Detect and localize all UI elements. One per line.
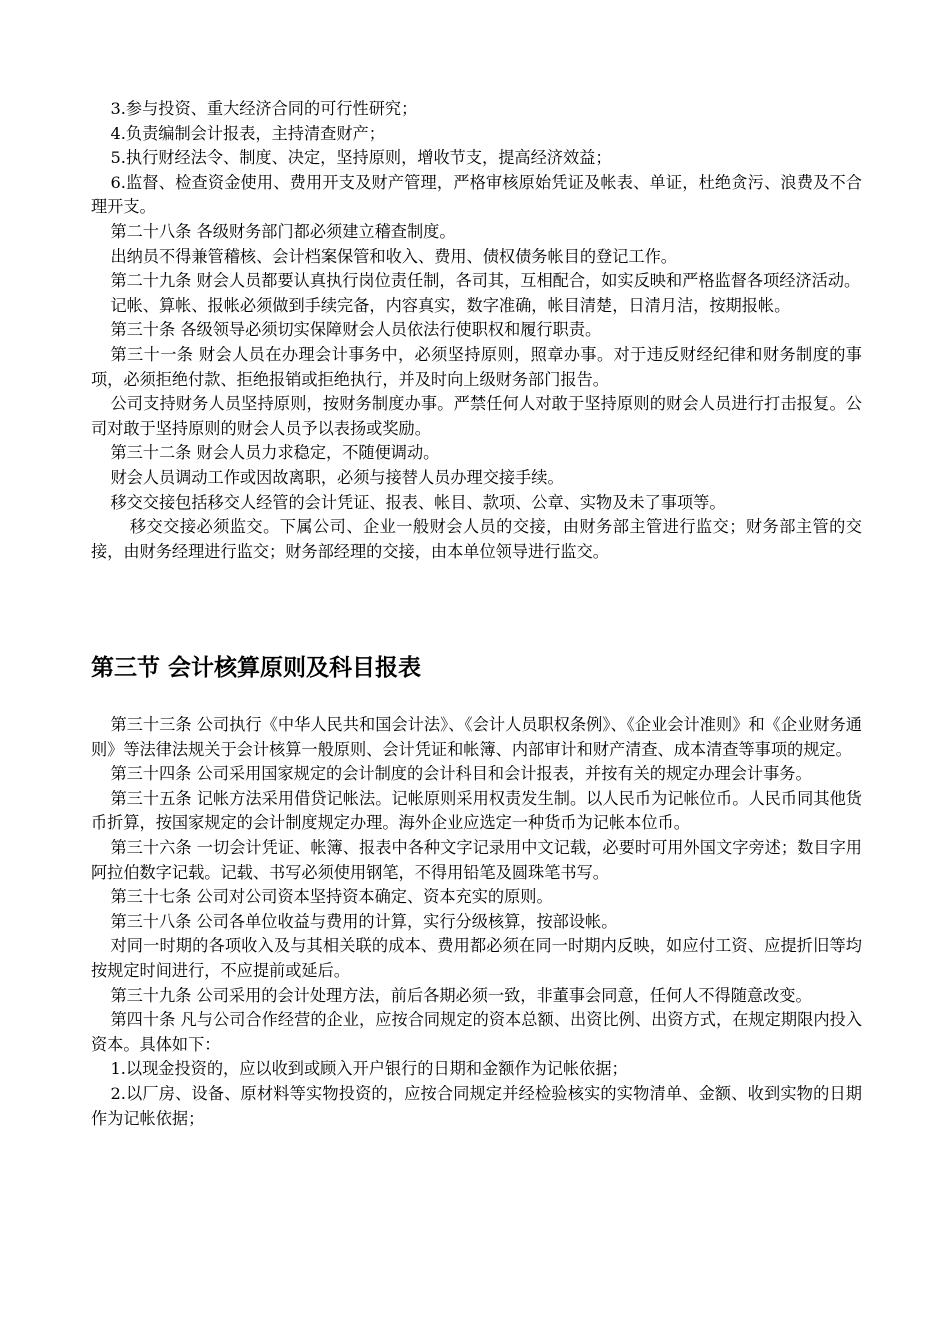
paragraph: 第三十九条 公司采用的会计处理方法，前后各期必须一致，非董事会同意，任何人不得随意改变。 bbox=[110, 985, 812, 1005]
paragraph: 4.负责编制会计报表，主持清查财产； bbox=[110, 123, 385, 143]
section-a bbox=[91, 97, 862, 564]
paragraph: 移交交接包括移交人经管的会计凭证、报表、帐目、款项、公章、实物及未了事项等。 bbox=[110, 492, 726, 512]
paragraph: 1.以现金投资的，应以收到或顾入开户银行的日期和金额作为记帐依据； bbox=[110, 1059, 628, 1079]
document-page bbox=[91, 97, 862, 1128]
paragraph: 第三十二条 财会人员力求稳定，不随便调动。 bbox=[110, 443, 440, 463]
paragraph: 3.参与投资、重大经济合同的可行性研究； bbox=[110, 99, 418, 118]
paragraph: 第三十条 各级领导必须切实保障财会人员依法行使职权和履行职责。 bbox=[110, 320, 602, 340]
paragraph: 第三十一条 财会人员在办理会计事务中，必须坚持原则，照章办事。对于违反财经纪律和财务制度的事项，必须拒绝付款、拒绝报销或拒绝执行，并及时向上级财务部门报告。 bbox=[91, 344, 862, 389]
paragraph: 第三十三条 公司执行《中华人民共和国会计法》、《会计人员职权条例》、《企业会计准则》和《企业财务通则》等法律法规关于会计核算一般原则、会计凭证和帐簿、内部审计和财产清查、成本清查等事项的规定。 bbox=[91, 715, 862, 759]
section-b bbox=[91, 713, 862, 1131]
paragraph: 第二十八条 各级财务部门都必须建立稽查制度。 bbox=[110, 221, 456, 241]
paragraph: 第四十条 凡与公司合作经营的企业，应按合同规定的资本总额、出资比例、出资方式，在规定期限内投入资本。具体如下： bbox=[91, 1010, 862, 1054]
paragraph: 记帐、算帐、报帐必须做到手续完备，内容真实，数字准确，帐目清楚，日清月洁，按期报帐。 bbox=[110, 295, 791, 315]
paragraph: 对同一时期的各项收入及与其相关联的成本、费用都必须在同一时期内反映，如应付工资、应提折旧等均按规定时间进行，不应提前或延后。 bbox=[91, 936, 862, 980]
section-heading: 第三节 会计核算原则及科目报表 bbox=[91, 655, 422, 681]
paragraph: 第二十九条 财会人员都要认真执行岗位责任制，各司其，互相配合，如实反映和严格监督各项经济活动。 bbox=[110, 271, 861, 291]
paragraph: 第三十七条 公司对公司资本坚持资本确定、资本充实的原则。 bbox=[110, 887, 553, 907]
paragraph: 2.以厂房、设备、原材料等实物投资的，应按合同规定并经检验核实的实物清单、金额、收到实物的日期作为记帐依据； bbox=[91, 1083, 862, 1128]
paragraph: 第三十六条 一切会计凭证、帐簿、报表中各种文字记录用中文记载，必要时可用外国文字旁述；数目字用阿拉伯数字记载。记载、书写必须使用钢笔，不得用铅笔及圆珠笔书写。 bbox=[91, 837, 862, 882]
paragraph: 6.监督、检查资金使用、费用开支及财产管理，严格审核原始凭证及帐表、单证，杜绝贪污、浪费及不合理开支。 bbox=[91, 172, 862, 217]
paragraph: 公司支持财务人员坚持原则，按财务制度办事。严禁任何人对敢于坚持原则的财会人员进行打击报复。公司对敢于坚持原则的财会人员予以表扬或奖励。 bbox=[91, 394, 862, 438]
paragraph: 移交交接必须监交。下属公司、企业一般财会人员的交接，由财务部主管进行监交；财务部主管的交接，由财务经理进行监交；财务部经理的交接，由本单位领导进行监交。 bbox=[91, 517, 862, 561]
paragraph: 财会人员调动工作或因故离职，必须与接替人员办理交接手续。 bbox=[110, 467, 564, 487]
paragraph: 5.执行财经法令、制度、决定，坚持原则，增收节支，提高经济效益； bbox=[110, 148, 612, 168]
paragraph: 第三十四条 公司采用国家规定的会计制度的会计科目和会计报表，并按有关的规定办理会计事务。 bbox=[110, 764, 812, 784]
paragraph: 第三十五条 记帐方法采用借贷记帐法。记帐原则采用权责发生制。以人民币为记帐位币。人民币同其他货币折算，按国家规定的会计制度规定办理。海外企业应选定一种货币为记帐本位币。 bbox=[91, 788, 862, 833]
paragraph: 出纳员不得兼管稽核、会计档案保管和收入、费用、债权债务帐目的登记工作。 bbox=[110, 246, 677, 266]
paragraph: 第三十八条 公司各单位收益与费用的计算，实行分级核算，按部设帐。 bbox=[110, 911, 618, 931]
